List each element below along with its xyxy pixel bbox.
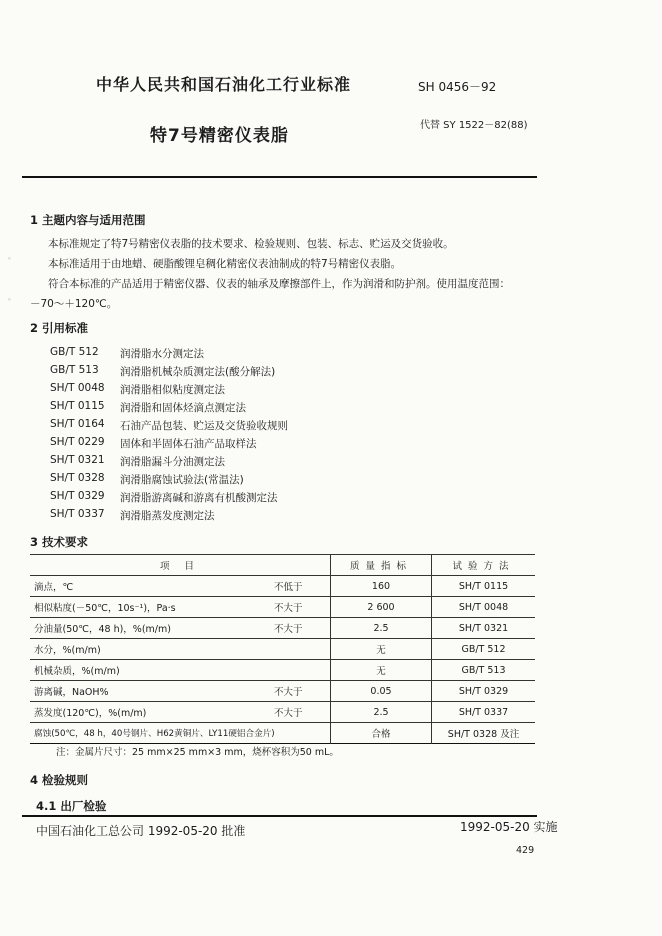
replaces-standard: 代替 SY 1522－82(88) (420, 120, 528, 131)
cell-item: 滴点，℃ (30, 576, 270, 597)
section-1-paragraph-2: 本标准适用于由地蜡、硬脂酸锂皂稠化精密仪表油制成的特7号精密仪表脂。 (48, 258, 402, 270)
table-row (30, 660, 535, 681)
section-4-1-heading: 4.1 出厂检验 (36, 799, 107, 813)
scan-speck: ﾟ (8, 299, 13, 309)
ref-code: GB/T 513 (50, 364, 99, 376)
cell-item: 相似粘度(－50℃，10s⁻¹)，Pa·s (30, 597, 270, 618)
cell-value: 无 (331, 639, 432, 660)
ref-title: 润滑脂腐蚀试验法(常温法) (120, 474, 244, 486)
ref-code: SH/T 0048 (50, 382, 105, 394)
ref-code: SH/T 0115 (50, 400, 105, 412)
cell-item: 水分，%(m/m) (30, 639, 270, 660)
section-3-heading: 3 技术要求 (30, 535, 89, 549)
cell-method: SH/T 0337 (432, 702, 536, 723)
ref-code: SH/T 0337 (50, 508, 105, 520)
header-value: 质量指标 (331, 555, 432, 576)
scan-speck: ﾟ (8, 258, 13, 268)
cell-limit: 不大于 (270, 702, 331, 723)
header-item: 项 目 (30, 555, 331, 576)
ref-title: 润滑脂漏斗分油测定法 (120, 456, 225, 468)
cell-value: 合格 (331, 723, 432, 744)
ref-title: 润滑脂蒸发度测定法 (120, 510, 215, 522)
cell-method: SH/T 0048 (432, 597, 536, 618)
temperature-range: －70～＋120℃。 (30, 298, 118, 310)
ref-title: 固体和半固体石油产品取样法 (120, 438, 257, 450)
table-row (30, 681, 535, 702)
ref-code: SH/T 0229 (50, 436, 105, 448)
implementation-date: 1992-05-20 实施 (460, 820, 558, 834)
cell-method: GB/T 512 (432, 639, 536, 660)
footer-rule (22, 815, 537, 817)
cell-item: 机械杂质，%(m/m) (30, 660, 270, 681)
ref-code: SH/T 0321 (50, 454, 105, 466)
cell-value: 2 600 (331, 597, 432, 618)
cell-value: 160 (331, 576, 432, 597)
cell-limit: 不低于 (270, 576, 331, 597)
table-row (30, 618, 535, 639)
table-row (30, 576, 535, 597)
cell-method: GB/T 513 (432, 660, 536, 681)
section-2-heading: 2 引用标准 (30, 321, 89, 335)
table-row (30, 597, 535, 618)
standard-code: SH 0456－92 (418, 80, 497, 94)
page-number: 429 (516, 845, 535, 856)
ref-title: 石油产品包装、贮运及交货验收规则 (120, 420, 288, 432)
cell-method: SH/T 0115 (432, 576, 536, 597)
table-note: 注：金属片尺寸：25 mm×25 mm×3 mm，烧杯容积为50 mL。 (56, 747, 339, 758)
cell-method: SH/T 0328 及注 (432, 723, 536, 744)
table-row (30, 639, 535, 660)
ref-code: SH/T 0328 (50, 472, 105, 484)
ref-code: GB/T 512 (50, 346, 99, 358)
document-title: 特7号精密仪表脂 (150, 126, 289, 146)
section-1-heading: 1 主题内容与适用范围 (30, 213, 146, 227)
cell-limit (270, 660, 331, 681)
approval-date: 中国石油化工总公司 1992-05-20 批准 (36, 824, 246, 838)
cell-limit (270, 639, 331, 660)
technical-requirements-table (30, 554, 535, 744)
ref-code: SH/T 0329 (50, 490, 105, 502)
cell-item: 游离碱，NaOH% (30, 681, 270, 702)
section-1-paragraph-3: 符合本标准的产品适用于精密仪器、仪表的轴承及摩擦部件上，作为润滑和防护剂。使用温度范围： (48, 278, 510, 290)
table-header-row (30, 555, 535, 576)
cell-method: SH/T 0329 (432, 681, 536, 702)
cell-item: 分油量(50℃，48 h)，%(m/m) (30, 618, 270, 639)
cell-value: 无 (331, 660, 432, 681)
section-1-paragraph-1: 本标准规定了特7号精密仪表脂的技术要求、检验规则、包装、标志、贮运及交货验收。 (48, 238, 454, 250)
ref-title: 润滑脂游离碱和游离有机酸测定法 (120, 492, 278, 504)
ref-title: 润滑脂水分测定法 (120, 348, 204, 360)
cell-limit: 不大于 (270, 681, 331, 702)
ref-code: SH/T 0164 (50, 418, 105, 430)
table-row (30, 723, 535, 744)
cell-item: 蒸发度(120℃)，%(m/m) (30, 702, 270, 723)
cell-value: 2.5 (331, 618, 432, 639)
section-4-heading: 4 检验规则 (30, 773, 89, 787)
cell-value: 0.05 (331, 681, 432, 702)
ref-title: 润滑脂相似粘度测定法 (120, 384, 225, 396)
cell-value: 2.5 (331, 702, 432, 723)
ref-title: 润滑脂机械杂质测定法(酸分解法) (120, 366, 276, 378)
cell-limit: 不大于 (270, 618, 331, 639)
cell-item: 腐蚀(50℃，48 h，40号钢片、H62黄铜片、LY11硬铝合金片) (30, 723, 331, 744)
header-method: 试验方法 (432, 555, 536, 576)
table-row (30, 702, 535, 723)
ref-title: 润滑脂和固体烃滴点测定法 (120, 402, 246, 414)
org-standard-title: 中华人民共和国石油化工行业标准 (96, 75, 352, 94)
header-rule (22, 176, 537, 178)
cell-limit: 不大于 (270, 597, 331, 618)
cell-method: SH/T 0321 (432, 618, 536, 639)
